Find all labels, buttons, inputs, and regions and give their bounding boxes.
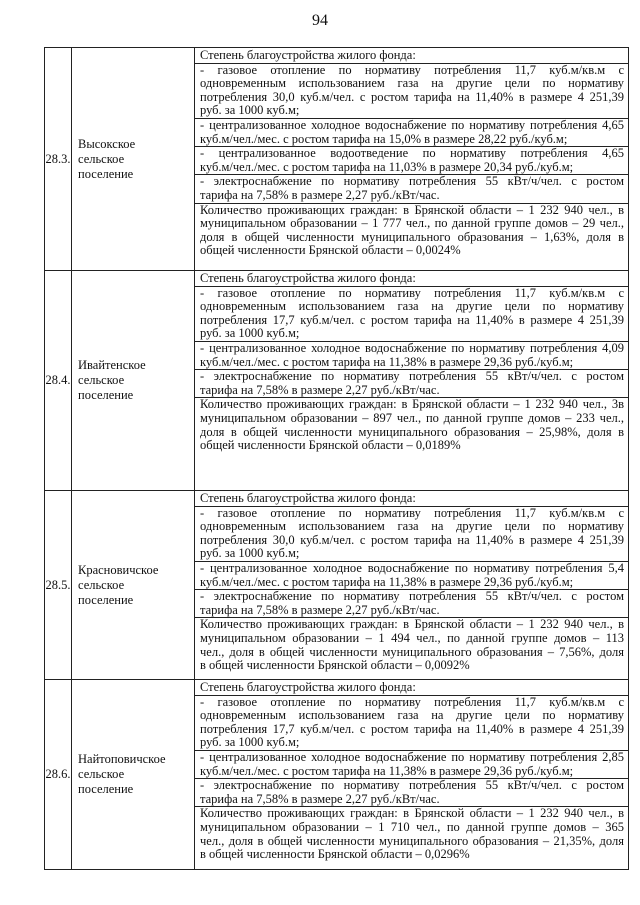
page-number: 94 — [312, 12, 328, 29]
description-line: муниципальном образовании – 897 чел., по данной группе домов – 233 чел., — [200, 410, 624, 425]
description-line: куб.м/чел./мес. с ростом тарифа на 11,38% в размере 29,36 руб./куб.м; — [200, 354, 574, 369]
settlement-name-line: поселение — [78, 782, 134, 796]
description-line: - газовое отопление по нормативу потребления 11,7 куб.м/кв.м с — [195, 506, 628, 521]
description-line: общей численности Брянской области – 0,0024% — [200, 243, 461, 258]
description-line: куб.м/чел./мес. с ростом тарифа на 11,38% в размере 29,36 руб./куб.м; — [200, 574, 574, 589]
settlement-name — [72, 491, 195, 680]
description-line: Количество проживающих граждан: в Брянской области – 1 232 940 чел., в — [195, 203, 628, 218]
table-row — [45, 680, 629, 870]
description-line: потребления 17,7 куб.м/чел. с ростом тарифа на 11,40% в размере 4 251,39 — [200, 312, 624, 327]
settlement-name-line: Высокское — [78, 136, 136, 151]
description-line: Степень благоустройства жилого фонда: — [200, 491, 416, 505]
settlement-name — [72, 48, 195, 271]
description-line: - электроснабжение по нормативу потребления 55 кВт/ч/чел. с ростом — [195, 589, 628, 604]
description-line: - газовое отопление по нормативу потребления 11,7 куб.м/кв.м с — [195, 286, 628, 301]
description-line: руб. за 1000 куб.м; — [200, 326, 300, 341]
description-line: - электроснабжение по нормативу потребления 55 кВт/ч/чел. с ростом — [195, 778, 628, 793]
description-line: Количество проживающих граждан: в Брянской области – 1 232 940 чел., в — [195, 617, 628, 632]
description-line: тарифа на 7,58% в размере 2,27 руб./кВт/час. — [200, 382, 440, 397]
settlement-name-line: сельское — [78, 767, 125, 781]
description-line: куб.м/чел./мес. с ростом тарифа на 15,0% в размере 28,22 руб./куб.м; — [200, 131, 568, 146]
description-line: тарифа на 7,58% в размере 2,27 руб./кВт/час. — [200, 187, 440, 202]
settlement-name-line: поселение — [78, 592, 134, 607]
settlement-name-line: Красновичское — [78, 562, 159, 577]
settlement-name-line: сельское — [78, 577, 125, 592]
description-line: общей численности Брянской области – 0,0189% — [200, 438, 461, 453]
description-line: одновременным использованием газа на другие цели по нормативу — [200, 299, 624, 314]
description-line: тарифа на 7,58% в размере 2,27 руб./кВт/час. — [200, 791, 440, 806]
settlement-name-line: Найтоповичское — [78, 752, 166, 766]
table-row — [45, 271, 629, 491]
housing-description — [195, 680, 629, 870]
housing-description — [195, 271, 629, 491]
description-line: - электроснабжение по нормативу потребления 55 кВт/ч/чел. с ростом — [195, 174, 628, 189]
description-line: руб. за 1000 куб.м; — [200, 546, 300, 561]
description-line: в общей численности Брянской области – 0,0092% — [200, 658, 470, 673]
description-line: руб. за 1000 куб.м; — [200, 103, 300, 118]
settlement-name — [72, 271, 195, 491]
description-line: потребления 17,7 куб.м/чел. с ростом тарифа на 11,40% в размере 4 251,39 — [200, 721, 624, 736]
housing-description — [195, 48, 629, 271]
table-row — [45, 491, 629, 680]
table-body — [45, 48, 629, 870]
description-line: муниципальном образовании – 1 494 чел., по данной группе домов – 113 — [200, 630, 624, 645]
description-line: - централизованное холодное водоснабжение по нормативу потребления 4,65 — [195, 118, 628, 133]
housing-description — [195, 491, 629, 680]
settlement-name-line: сельское — [78, 151, 125, 166]
description-line: - централизованное холодное водоснабжение по нормативу потребления 5,4 — [195, 561, 628, 576]
description-line: в общей численности Брянской области – 0,0296% — [200, 847, 470, 862]
description-line: доля в общей численности муниципального образования – 1,63%, доля в — [200, 229, 624, 244]
description-line: тарифа на 7,58% в размере 2,27 руб./кВт/час. — [200, 602, 440, 617]
description-line: - газовое отопление по нормативу потребления 11,7 куб.м/кв.м с — [195, 63, 628, 78]
settlement-name-line: поселение — [78, 166, 134, 181]
row-number: 28.3. — [45, 48, 72, 271]
description-line: одновременным использованием газа на другие цели по нормативу — [200, 519, 624, 534]
description-line: Количество проживающих граждан: в Брянской области – 1 232 940 чел., 3в — [195, 397, 628, 412]
row-number: 28.6. — [45, 680, 72, 870]
description-line: - централизованное холодное водоснабжение по нормативу потребления 4,09 — [195, 341, 628, 356]
description-line: Количество проживающих граждан: в Брянской области – 1 232 940 чел., в — [195, 806, 628, 821]
description-line: Степень благоустройства жилого фонда: — [200, 48, 416, 62]
settlement-name-line: Ивайтенское — [78, 358, 146, 372]
description-line: одновременным использованием газа на другие цели по нормативу — [200, 708, 624, 723]
settlement-name-line: сельское — [78, 373, 125, 387]
description-line: потребления 30,0 куб.м/чел. с ростом тарифа на 11,40% в размере 4 251,39 — [200, 532, 624, 547]
description-line: Степень благоустройства жилого фонда: — [200, 680, 416, 694]
description-line: - электроснабжение по нормативу потребления 55 кВт/ч/чел. с ростом — [195, 369, 628, 384]
table-row — [45, 48, 629, 271]
description-line: чел., доля в общей численности муниципального образования – 7,56%, доля — [200, 644, 624, 659]
settlement-name — [72, 680, 195, 870]
settlement-name-line: поселение — [78, 388, 134, 402]
description-line: куб.м/чел./мес. с ростом тарифа на 11,38% в размере 29,36 руб./куб.м; — [200, 763, 574, 778]
description-line: муниципальном образовании – 1 710 чел., по данной группе домов – 365 — [200, 819, 624, 834]
description-line: Степень благоустройства жилого фонда: — [200, 271, 416, 285]
description-line: потребления 30,0 куб.м/чел. с ростом тарифа на 11,40% в размере 4 251,39 — [200, 89, 624, 104]
description-line: одновременным использованием газа на другие цели по нормативу — [200, 76, 624, 91]
description-line: чел., доля в общей численности муниципального образования – 21,35%, доля — [200, 833, 624, 848]
description-line: доля в общей численности муниципального образования – 25,98%, доля в — [200, 424, 624, 439]
description-line: муниципальном образовании – 1 777 чел., по данной группе домов – 29 чел., — [200, 216, 624, 231]
description-line: руб. за 1000 куб.м; — [200, 735, 300, 750]
row-number: 28.4. — [45, 271, 72, 491]
row-number: 28.5. — [45, 491, 72, 680]
description-line: - газовое отопление по нормативу потребления 11,7 куб.м/кв.м с — [195, 695, 628, 710]
settlements-table — [44, 47, 629, 870]
description-line: - централизованное водоотведение по нормативу потребления 4,65 — [195, 146, 628, 161]
description-line: куб.м/чел./мес. с ростом тарифа на 11,03% в размере 20,34 руб./куб.м; — [200, 159, 574, 174]
description-line: - централизованное холодное водоснабжение по нормативу потребления 2,85 — [195, 750, 628, 765]
